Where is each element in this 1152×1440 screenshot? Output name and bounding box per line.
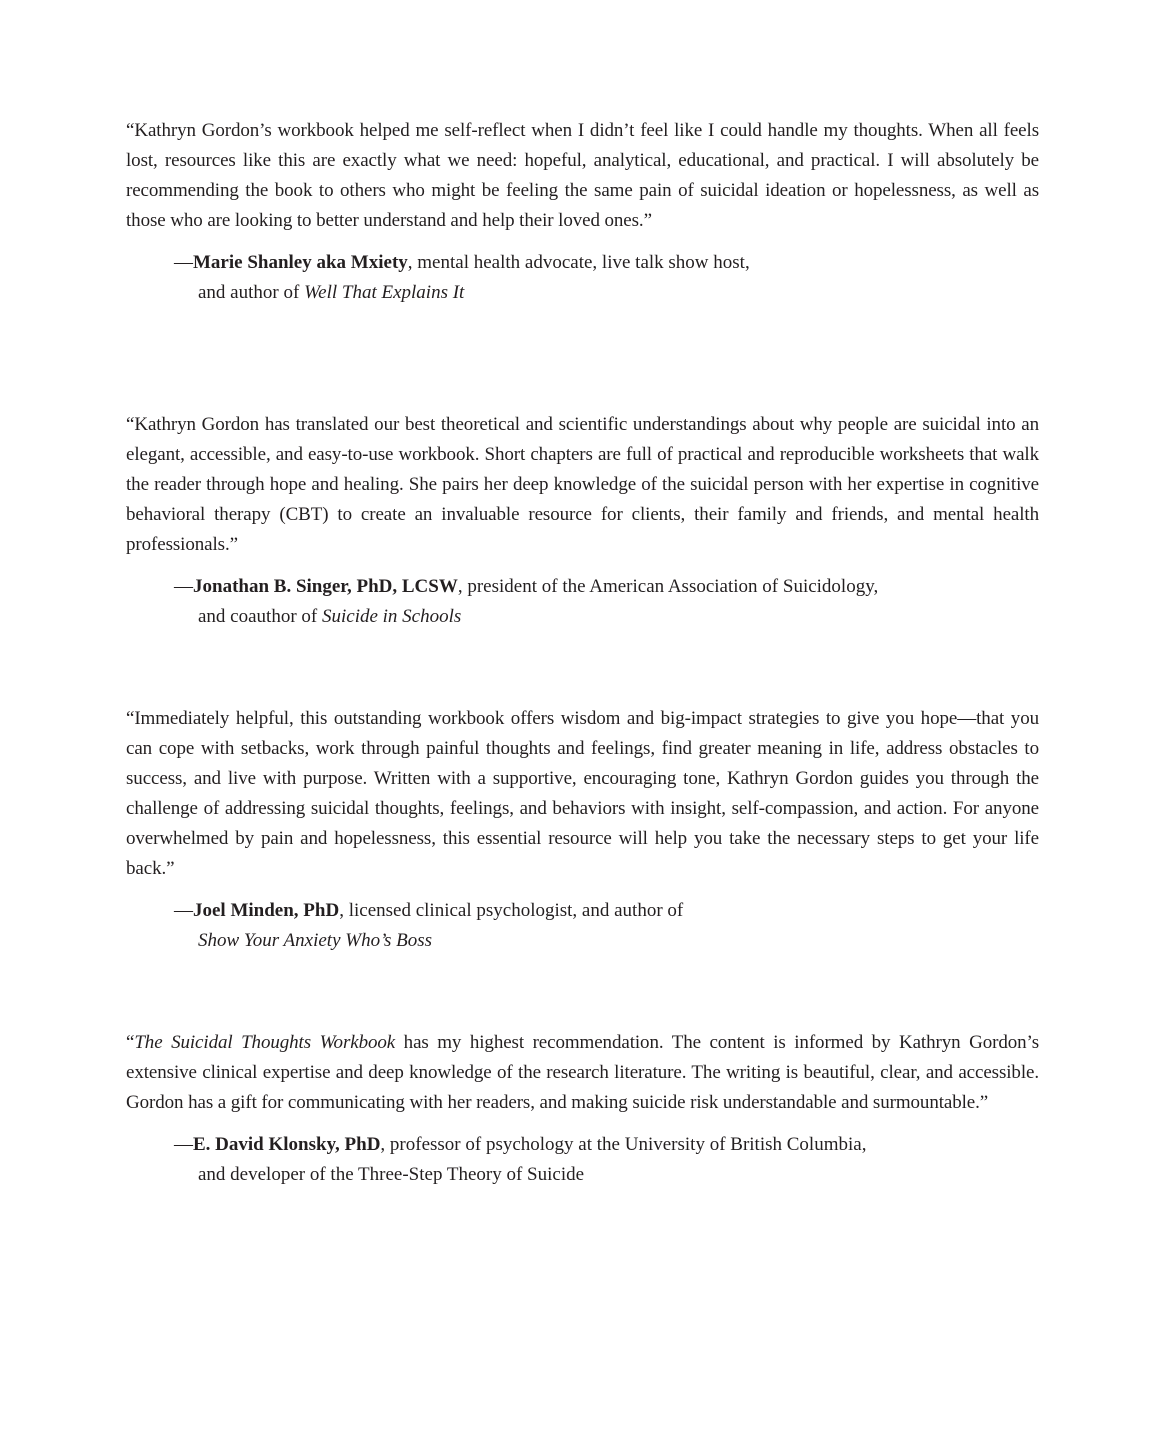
endorsement-blurb <box>126 704 1039 956</box>
endorser-name: E. David Klonsky, PhD <box>193 1134 381 1155</box>
endorser-book-title: Well That Explains It <box>304 282 465 303</box>
endorsement-quote <box>126 410 1039 560</box>
em-dash: — <box>174 1134 193 1155</box>
endorsement-quote <box>126 704 1039 884</box>
endorsement-attribution <box>174 896 994 956</box>
endorsement-attribution <box>174 248 994 308</box>
attribution-line-2 <box>174 926 994 956</box>
endorser-description: , professor of psychology at the University of British Columbia, <box>380 1134 867 1155</box>
attribution-line-2-text: and coauthor of <box>198 606 322 627</box>
attribution-line-2-text: and author of <box>198 282 305 303</box>
endorser-book-title: Suicide in Schools <box>321 606 462 627</box>
endorser-description: , licensed clinical psychologist, and author of <box>339 900 684 921</box>
endorser-name: Jonathan B. Singer, PhD, LCSW <box>193 576 458 597</box>
attribution-line-2 <box>174 278 994 308</box>
endorsement-attribution <box>174 1130 994 1190</box>
quote-text: “Immediately helpful, this outstanding workbook offers wisdom and big-impact strategies to give you hope—that you can cope with setbacks, work through painful thoughts and feelings, find greater meaning in life, address obstacles to success, and live with purpose. Written with a supportive, encouraging tone, Kathryn Gordon guides you through the challenge of addressing suicidal thoughts, feelings, and behaviors with insight, self-compassion, and action. For anyone overwhelmed by pain and hopelessness, this essential resource will help you take the necessary steps to get your life back.” <box>126 708 1039 879</box>
endorser-name: Joel Minden, PhD <box>193 900 340 921</box>
endorsement-blurb <box>126 1028 1039 1190</box>
attribution-line-2 <box>174 1160 994 1190</box>
em-dash: — <box>174 900 193 921</box>
endorsement-blurb <box>126 410 1039 632</box>
endorser-book-title: Show Your Anxiety Who’s Boss <box>198 930 433 951</box>
quote-text: “Kathryn Gordon’s workbook helped me self-reflect when I didn’t feel like I could handle my thoughts. When all feels lost, resources like this are exactly what we need: hopeful, analytical, educational, and practical. I will absolutely be recommending the book to others who might be feeling the same pain of suicidal ideation or hopelessness, as well as those who are looking to better understand and help their loved ones.” <box>126 120 1039 231</box>
quote-text: has my highest recommendation. The content is informed by Kathryn Gordon’s extensive clinical expertise and deep knowledge of the research literature. The writing is beautiful, clear, and accessible. Gordon has a gift for communicating with her readers, and making suicide risk understandable and surmountable.” <box>126 1032 1039 1113</box>
endorsement-quote <box>126 1028 1039 1118</box>
em-dash: — <box>174 576 193 597</box>
endorser-description: , mental health advocate, live talk show host, <box>407 252 750 273</box>
em-dash: — <box>174 252 193 273</box>
quote-text: “Kathryn Gordon has translated our best theoretical and scientific understandings about why people are suicidal into an elegant, accessible, and easy-to-use workbook. Short chapters are full of practical and reproducible worksheets that walk the reader through hope and healing. She pairs her deep knowledge of the suicidal person with her expertise in cognitive behavioral therapy (CBT) to create an invaluable resource for clients, their family and friends, and mental health professionals.” <box>126 414 1039 555</box>
attribution-line-2-text: and developer of the Three-Step Theory of Suicide <box>198 1164 585 1185</box>
quote-book-title: The Suicidal Thoughts Workbook <box>134 1032 396 1053</box>
endorser-name: Marie Shanley aka Mxiety <box>193 252 408 273</box>
attribution-line-2 <box>174 602 994 632</box>
endorsement-quote <box>126 116 1039 236</box>
endorsement-attribution <box>174 572 994 632</box>
quote-prefix: “ <box>126 1032 135 1053</box>
endorser-description: , president of the American Association of Suicidology, <box>457 576 879 597</box>
endorsement-blurb <box>126 116 1039 308</box>
